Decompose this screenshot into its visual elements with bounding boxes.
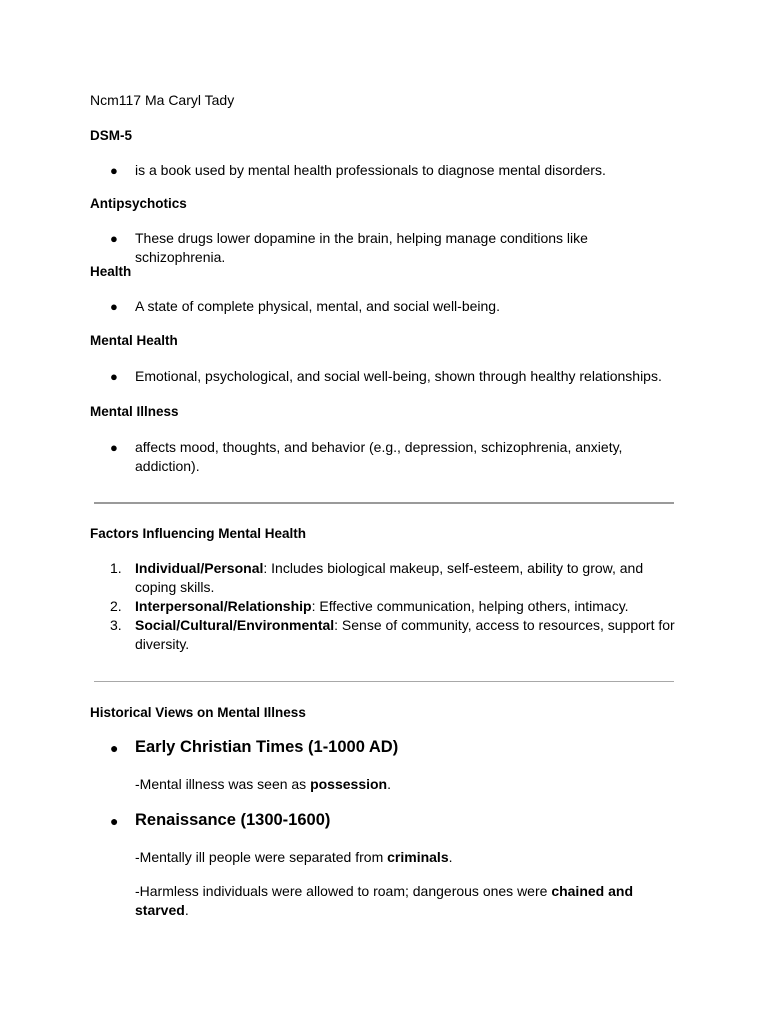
factor-item	[110, 559, 675, 597]
bullet-icon: ●	[110, 440, 118, 455]
factor-item	[110, 616, 675, 654]
bullet-icon: ●	[110, 231, 118, 246]
note-emphasis: criminals	[387, 849, 449, 865]
factor-description: : Includes biological makeup, self-esteem, ability to grow, and	[263, 560, 644, 576]
author-line: Ncm117 Ma Caryl Tady	[90, 92, 235, 108]
definition-line: addiction).	[135, 458, 200, 474]
factor-description: : Sense of community, access to resources, support for	[334, 617, 675, 633]
bullet-icon: ●	[110, 812, 119, 829]
era-note	[135, 775, 655, 794]
definition-text: These drugs lower dopamine in the brain, helping manage conditions like schizophrenia.	[135, 230, 588, 265]
definition-line: affects mood, thoughts, and behavior (e.g., depression, schizophrenia, anxiety,	[135, 439, 623, 455]
era-title: Renaissance (1300-1600)	[135, 811, 331, 829]
definition-text: is a book used by mental health professionals to diagnose mental disorders.	[135, 162, 606, 178]
factor-text	[135, 559, 675, 597]
definition-mental-health	[110, 367, 680, 386]
term-mental-health: Mental Health	[90, 333, 178, 348]
note-emphasis: chained and	[551, 883, 633, 899]
term-mental-illness: Mental Illness	[90, 404, 179, 419]
note-text: -Harmless individuals were allowed to roam; dangerous ones were	[135, 883, 552, 899]
factor-label: Social/Cultural/Environmental	[135, 617, 335, 633]
factor-label: Interpersonal/Relationship	[135, 598, 312, 614]
definition-text	[135, 438, 680, 476]
factor-description-cont: diversity.	[135, 636, 190, 652]
factor-text	[135, 616, 675, 654]
note-text: .	[448, 849, 453, 865]
bullet-icon: ●	[110, 163, 118, 178]
era-heading	[110, 811, 330, 830]
term-health: Health	[90, 264, 132, 279]
note-text: .	[387, 776, 391, 792]
era-title: Early Christian Times (1-1000 AD)	[135, 738, 399, 756]
factor-description-cont: coping skills.	[135, 579, 215, 595]
note-emphasis: possession	[310, 776, 388, 792]
term-antipsychotics: Antipsychotics	[90, 196, 187, 211]
horizontal-divider	[94, 502, 674, 504]
factor-label: Individual/Personal	[135, 560, 264, 576]
note-text: .	[184, 902, 189, 918]
history-heading: Historical Views on Mental Illness	[90, 705, 306, 720]
item-number: 1.	[110, 560, 122, 576]
term-dsm5: DSM-5	[90, 128, 133, 143]
definition-dsm5	[110, 161, 680, 180]
bullet-icon: ●	[110, 739, 119, 756]
factors-heading: Factors Influencing Mental Health	[90, 526, 307, 541]
era-note	[135, 882, 655, 920]
factor-description: : Effective communication, helping others, intimacy.	[311, 598, 629, 614]
horizontal-divider	[94, 681, 674, 682]
bullet-icon: ●	[110, 299, 118, 314]
item-number: 3.	[110, 617, 122, 633]
definition-antipsychotics	[110, 229, 680, 267]
factor-text	[135, 597, 675, 616]
note-emphasis: starved	[135, 902, 185, 918]
factor-item	[110, 597, 675, 616]
note-text: -Mentally ill people were separated from	[135, 849, 388, 865]
definition-mental-illness	[110, 438, 680, 476]
item-number: 2.	[110, 598, 122, 614]
bullet-icon: ●	[110, 369, 118, 384]
era-note	[135, 848, 655, 867]
note-text: -Mental illness was seen as	[135, 776, 311, 792]
definition-health	[110, 297, 680, 316]
definition-text: A state of complete physical, mental, and social well-being.	[135, 298, 500, 314]
definition-text: Emotional, psychological, and social well-being, shown through healthy relationships.	[135, 368, 662, 384]
era-heading	[110, 738, 398, 757]
